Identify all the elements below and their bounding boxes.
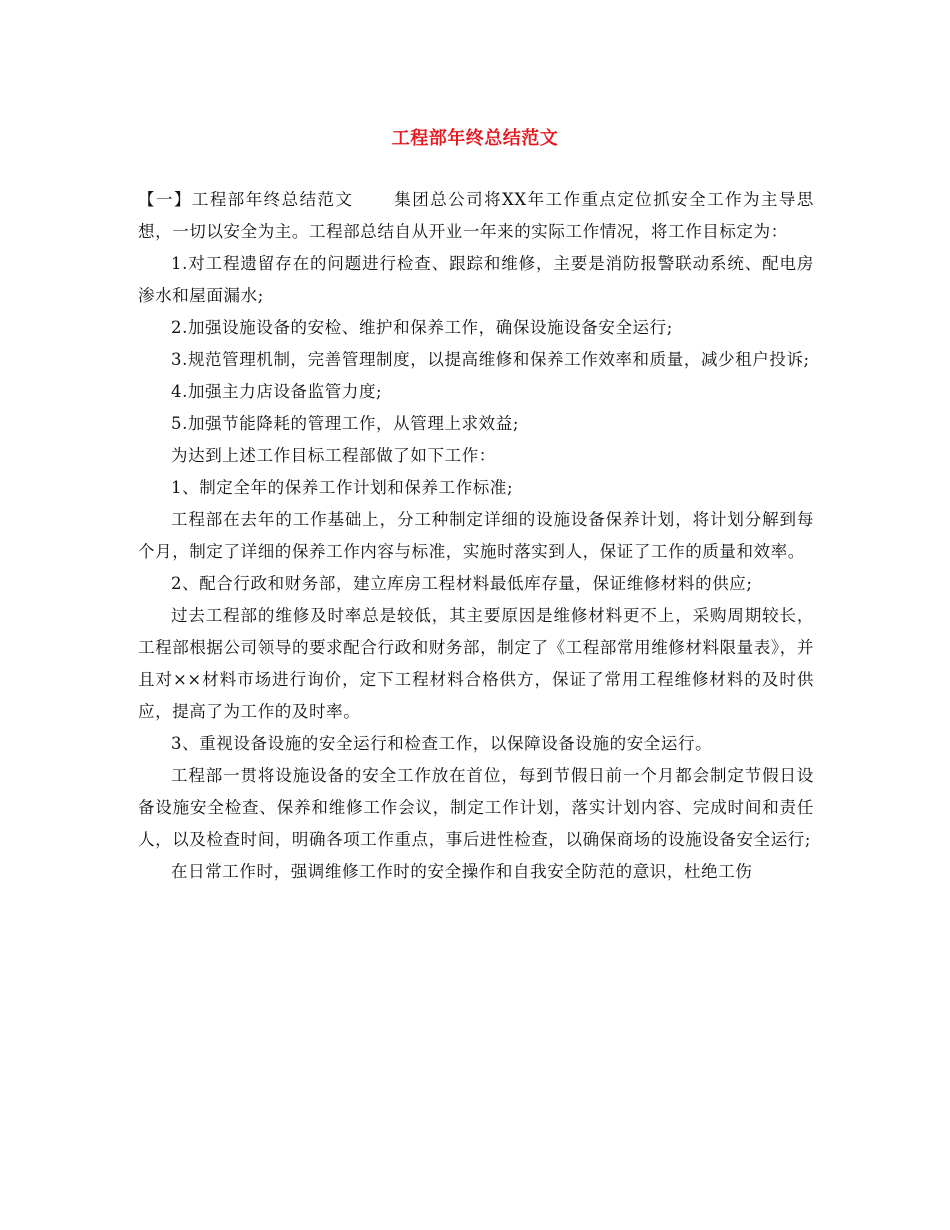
work-heading-1: 1、制定全年的保养工作计划和保养工作标准; bbox=[171, 478, 514, 497]
document-body bbox=[138, 184, 814, 888]
work-heading-2: 2、配合行政和财务部，建立库房工程材料最低库存量，保证维修材料的供应; bbox=[171, 574, 753, 593]
work-body-1: 工程部在去年的工作基础上，分工种制定详细的设施设备保养计划，将计划分解到每个月，制定了详细的保养工作内容与标准，实施时落实到人，保证了工作的质量和效率。 bbox=[138, 510, 814, 561]
work-intro: 为达到上述工作目标工程部做了如下工作： bbox=[171, 446, 496, 465]
goal-item-1: 1.对工程遗留存在的问题进行检查、跟踪和维修，主要是消防报警联动系统、配电房渗水和屋面漏水; bbox=[138, 254, 814, 305]
goal-item-4: 4.加强主力店设备监管力度; bbox=[171, 382, 383, 401]
intro-paragraph bbox=[138, 184, 814, 248]
work-body-3: 工程部一贯将设施设备的安全工作放在首位，每到节假日前一个月都会制定节假日设备设施安全检查、保养和维修工作会议，制定工作计划，落实计划内容、完成时间和责任人，以及检查时间，明确各项工作重点，事后进性检查，以确保商场的设施设备安全运行; bbox=[138, 766, 814, 849]
document-title: 工程部年终总结范文 bbox=[391, 128, 559, 149]
intro-text: 集团总公司将XX年工作重点定位抓安全工作为主导思想，一切以安全为主。工程部总结自从开业一年来的实际工作情况，将工作目标定为： bbox=[138, 190, 814, 241]
work-body-4: 在日常工作时，强调维修工作时的安全操作和自我安全防范的意识，杜绝工伤 bbox=[171, 862, 753, 881]
goal-item-2: 2.加强设施设备的安检、维护和保养工作，确保设施设备安全运行; bbox=[171, 318, 673, 337]
section-heading: 【一】工程部年终总结范文 bbox=[138, 190, 354, 209]
work-heading-3: 3、重视设备设施的安全运行和检查工作，以保障设备设施的安全运行。 bbox=[171, 734, 713, 753]
work-body-2: 过去工程部的维修及时率总是较低，其主要原因是维修材料更不上，采购周期较长，工程部根据公司领导的要求配合行政和财务部，制定了《工程部常用维修材料限量表》，并且对××材料市场进行询价，定下工程材料合格供方，保证了常用工程维修材料的及时供应，提高了为工作的及时率。 bbox=[138, 606, 814, 721]
goal-item-5: 5.加强节能降耗的管理工作，从管理上求效益; bbox=[171, 414, 520, 433]
goal-item-3: 3.规范管理机制，完善管理制度，以提高维修和保养工作效率和质量，减少租户投诉; bbox=[171, 350, 810, 369]
